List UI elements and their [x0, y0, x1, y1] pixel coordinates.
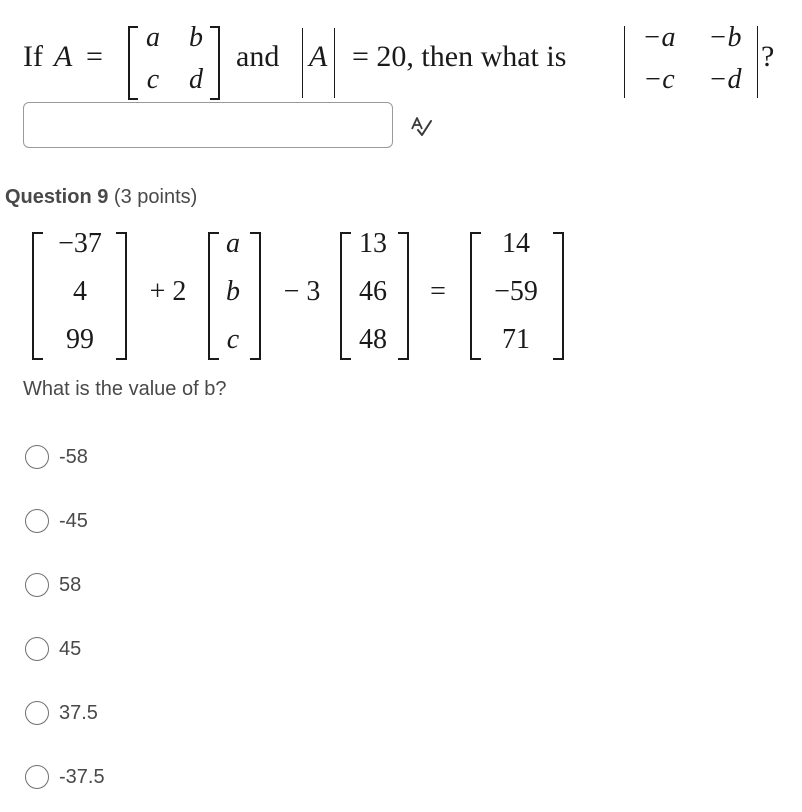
matrix-cell: d [189, 64, 203, 95]
radio-button[interactable] [25, 637, 49, 661]
question-number: Question 9 [5, 186, 109, 208]
question-points: (3 points) [113, 186, 198, 208]
right-bracket [210, 26, 220, 100]
option-item[interactable] [25, 443, 88, 471]
text-equals-20: = 20, then what is [352, 40, 567, 73]
matrix-cell: c [146, 64, 160, 95]
vector-cell: 4 [73, 276, 87, 307]
question-mark: ? [761, 40, 775, 73]
option-item[interactable] [25, 699, 98, 727]
vector-cell: −37 [58, 228, 102, 259]
vector-cell: 13 [359, 228, 387, 259]
option-label: 37.5 [59, 701, 98, 724]
option-label: -45 [59, 509, 88, 532]
equals-sign: = [86, 40, 103, 73]
vector-cell: 48 [359, 324, 387, 355]
option-label: 45 [59, 637, 82, 660]
matrix-cell: a [146, 22, 160, 53]
spellcheck-icon[interactable] [409, 115, 435, 137]
matrix-cell: b [189, 22, 203, 53]
radio-button[interactable] [25, 701, 49, 725]
det-bar-left [302, 28, 303, 98]
matrix-cell: −c [643, 64, 675, 95]
operator-equals: = [430, 276, 446, 307]
right-bracket [553, 232, 564, 360]
vector-cell: −59 [494, 276, 538, 307]
vector-cell: 71 [502, 324, 530, 355]
right-bracket [116, 232, 127, 360]
det-bar-left [624, 26, 625, 98]
option-item[interactable] [25, 763, 105, 791]
left-bracket [128, 26, 138, 100]
det-bar-right [757, 26, 758, 98]
option-item[interactable] [25, 507, 88, 535]
radio-button[interactable] [25, 445, 49, 469]
question-9-title [5, 186, 197, 209]
det-var-a: A [309, 40, 328, 73]
vector-cell: 99 [66, 324, 94, 355]
operator-plus-2: + 2 [149, 276, 187, 307]
radio-button[interactable] [25, 573, 49, 597]
option-item[interactable] [25, 635, 81, 663]
radio-button[interactable] [25, 509, 49, 533]
option-label: 58 [59, 573, 82, 596]
operator-minus-3: − 3 [283, 276, 321, 307]
vector-cell: 14 [502, 228, 530, 259]
option-label: -58 [59, 445, 88, 468]
matrix-cell: −d [708, 64, 742, 95]
right-bracket [398, 232, 409, 360]
radio-button[interactable] [25, 765, 49, 789]
option-item[interactable] [25, 571, 81, 599]
matrix-cell: −b [708, 22, 742, 53]
option-label: -37.5 [59, 765, 105, 788]
vector-cell: a [226, 228, 240, 259]
matrix-cell: −a [642, 22, 676, 53]
det-bar-right [334, 28, 335, 98]
text-and: and [236, 40, 280, 73]
var-a: A [54, 40, 73, 73]
question-prompt: What is the value of b? [23, 378, 227, 400]
text-if: If [23, 40, 43, 73]
vector-cell: c [226, 324, 240, 355]
vector-cell: b [226, 276, 240, 307]
vector-cell: 46 [359, 276, 387, 307]
answer-input[interactable] [23, 102, 393, 148]
right-bracket [250, 232, 261, 360]
